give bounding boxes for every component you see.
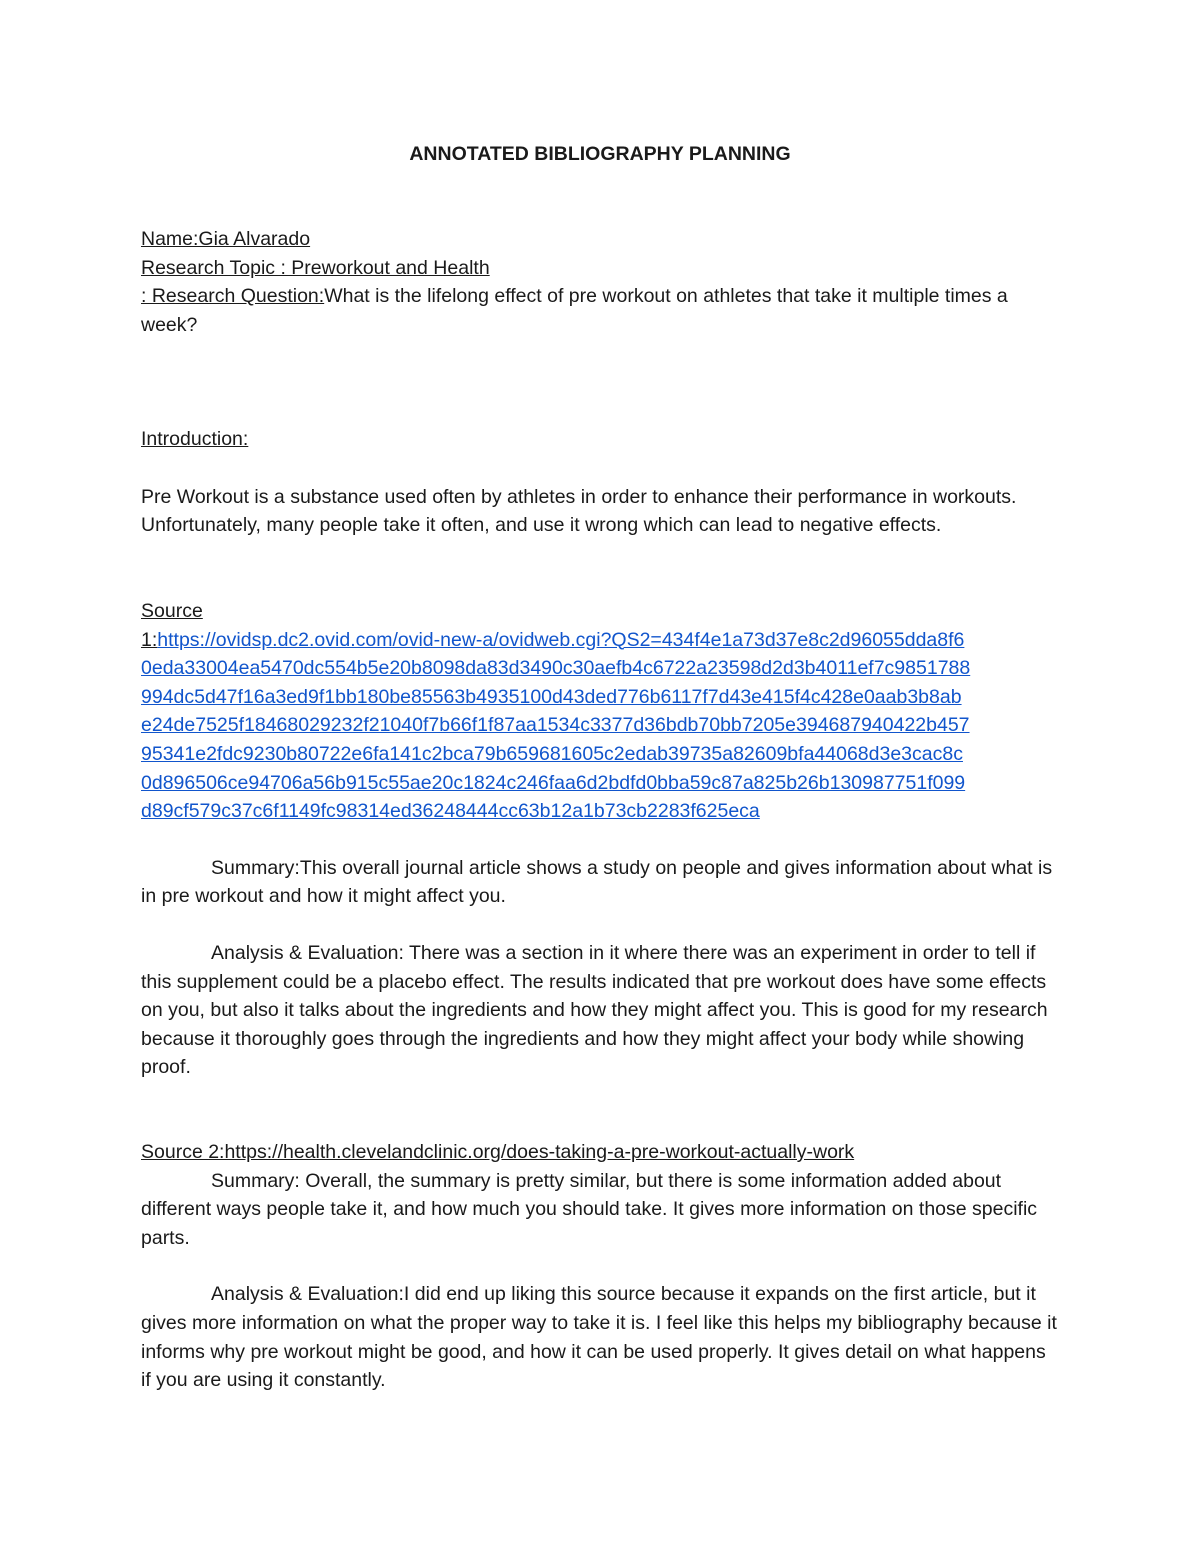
- source-1-label-line1: Source: [141, 600, 203, 622]
- source-1-url-segment[interactable]: 0eda33004ea5470dc554b5e20b8098da83d3490c30aefb4c6722a23598d2d3b4011ef7c9851788: [141, 657, 971, 680]
- source-1-url-segment[interactable]: 0d896506ce94706a56b915c55ae20c1824c246faa6d2bdfd0bba59c87a825b26b130987751f099: [141, 771, 966, 794]
- source-1-summary: Summary:This overall journal article shows a study on people and gives information about what is in pre workout and how it might affect you.: [141, 856, 1053, 908]
- source-2-analysis: Analysis & Evaluation:I did end up liking this source because it expands on the first article, but it gives more information on what the proper way to take it is. I feel like this helps my bibliography because it informs why pre workout might be good, and how it can be used properly. It gives detail on what happens if you are using it constantly.: [141, 1283, 1057, 1392]
- document-title: ANNOTATED BIBLIOGRAPHY PLANNING: [409, 143, 791, 165]
- introduction-heading: Introduction:: [141, 428, 249, 450]
- source-2-label[interactable]: Source 2:https://health.clevelandclinic.org/does-taking-a-pre-workout-actually-work: [141, 1141, 855, 1163]
- source-1-url-segment[interactable]: e24de7525f18468029232f21040f7b66f1f87aa1534c3377d36bdb70bb7205e394687940422b457: [141, 714, 970, 737]
- source-1-analysis: Analysis & Evaluation: There was a section in it where there was an experiment in order to tell if this supplement could be a placebo effect. The results indicated that pre workout does have some effects on you, but also it talks about the ingredients and how they might affect you. This is good for my research because it thoroughly goes through the ingredients and how they might affect your body while showing proof.: [141, 941, 1048, 1079]
- source-1-label-line2: 1:: [141, 628, 158, 651]
- source-1-url-segment[interactable]: https://ovidsp.dc2.ovid.com/ovid-new-a/ovidweb.cgi?QS2=434f4e1a73d37e8c2d96055dda8f6: [157, 628, 965, 651]
- research-question-label: : Research Question:: [141, 285, 325, 308]
- source-1-url-segment[interactable]: d89cf579c37c6f1149fc98314ed36248444cc63b12a1b73cb2283f625eca: [141, 800, 760, 823]
- research-question: [141, 282, 1059, 339]
- research-question-text: What is the lifelong effect of pre workout on athletes that take it multiple times a week?: [141, 285, 1008, 336]
- research-topic-line: Research Topic : Preworkout and Health: [141, 256, 490, 279]
- source-1-url-first-line: [141, 626, 1059, 655]
- student-info: [141, 225, 1059, 339]
- source-1-url-segment[interactable]: 95341e2fdc9230b80722e6fa141c2bca79b659681605c2edab39735a82609bfa44068d3e3cac8c: [141, 742, 963, 765]
- source-2-summary: Summary: Overall, the summary is pretty similar, but there is some information added about different ways people take it, and how much you should take. It gives more information on those specific parts.: [141, 1169, 1038, 1249]
- source-1-section: [141, 597, 1059, 1082]
- source-1-url-segment[interactable]: 994dc5d47f16a3ed9f1bb180be85563b4935100d43ded776b6117f7d43e415f4c428e0aab3b8ab: [141, 685, 962, 708]
- introduction-section: [141, 425, 1059, 540]
- source-2-section: [141, 1138, 1059, 1395]
- name-line: Name:Gia Alvarado: [141, 228, 311, 250]
- introduction-text: Pre Workout is a substance used often by athletes in order to enhance their performance in workouts. Unfortunately, many people take it often, and use it wrong which can lead to negative effects.: [141, 485, 1017, 537]
